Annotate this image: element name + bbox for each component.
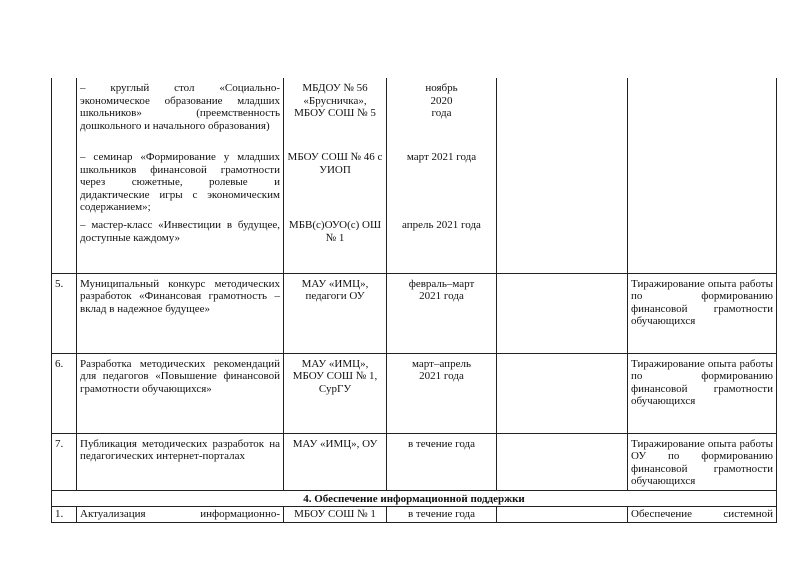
row-number: 7. — [52, 433, 77, 490]
date-text: апрель 2021 года — [402, 219, 481, 231]
table-row — [52, 433, 777, 490]
org-cell: МБОУ СОШ № 1 — [284, 507, 387, 523]
row-number — [52, 78, 77, 273]
table-row — [52, 78, 777, 273]
date-cell — [387, 78, 497, 273]
row-number: 5. — [52, 273, 77, 353]
table-row — [52, 507, 777, 523]
org-cell: МАУ «ИМЦ», МБОУ СОШ № 1, СурГУ — [284, 353, 387, 433]
event-cell: Актуализация информационно- — [77, 507, 284, 523]
event-cell — [77, 78, 284, 273]
org-text: МБВ(с)ОУО(с) ОШ № 1 — [288, 219, 382, 244]
section-heading: 4. Обеспечение информационной поддержки — [52, 490, 777, 507]
date-text: ноябрь 2020 года — [425, 82, 458, 120]
date-text: март 2021 года — [406, 151, 477, 163]
date-cell: в течение года — [387, 507, 497, 523]
section-row — [52, 490, 777, 507]
empty-cell — [497, 353, 628, 433]
org-cell — [284, 78, 387, 273]
result-cell: Тиражирование опыта работы по формированию финансовой грамотности обучающихся — [628, 353, 777, 433]
event-cell: Разработка методических рекомендаций для педагогов «Повышение финансовой грамотности обучающихся» — [77, 353, 284, 433]
empty-cell — [497, 273, 628, 353]
date-cell: в течение года — [387, 433, 497, 490]
date-cell: март–апрель 2021 года — [387, 353, 497, 433]
table-row — [52, 273, 777, 353]
plan-table — [51, 78, 777, 523]
org-text: МБДОУ № 56 «Брусничка», МБОУ СОШ № 5 — [294, 82, 376, 120]
org-cell: МАУ «ИМЦ», педагоги ОУ — [284, 273, 387, 353]
result-cell: Тиражирование опыта работы ОУ по формированию финансовой грамотности обучающихся — [628, 433, 777, 490]
event-text: – мастер-класс «Инвестиции в будущее, доступные каждому» — [80, 219, 280, 244]
result-cell: Обеспечение системной — [628, 507, 777, 523]
result-cell — [628, 78, 777, 273]
empty-cell — [497, 507, 628, 523]
result-cell: Тиражирование опыта работы по формированию финансовой грамотности обучающихся — [628, 273, 777, 353]
event-text: – круглый стол «Социально-экономическое образование младших школьников» (преемственность дошкольного и начального образования) — [80, 82, 280, 132]
date-cell: февраль–март 2021 года — [387, 273, 497, 353]
row-number: 6. — [52, 353, 77, 433]
empty-cell — [497, 433, 628, 490]
org-cell: МАУ «ИМЦ», ОУ — [284, 433, 387, 490]
table-row — [52, 353, 777, 433]
row-number: 1. — [52, 507, 77, 523]
event-cell: Публикация методических разработок на педагогических интернет-порталах — [77, 433, 284, 490]
org-text: МБОУ СОШ № 46 с УИОП — [287, 151, 383, 176]
empty-cell — [497, 78, 628, 273]
event-text: – семинар «Формирование у младших школьников финансовой грамотности через сюжетные, ролевые и дидактические игры с экономическим содержанием»; — [80, 151, 280, 214]
event-cell: Муниципальный конкурс методических разработок «Финансовая грамотность – вклад в надежное будущее» — [77, 273, 284, 353]
